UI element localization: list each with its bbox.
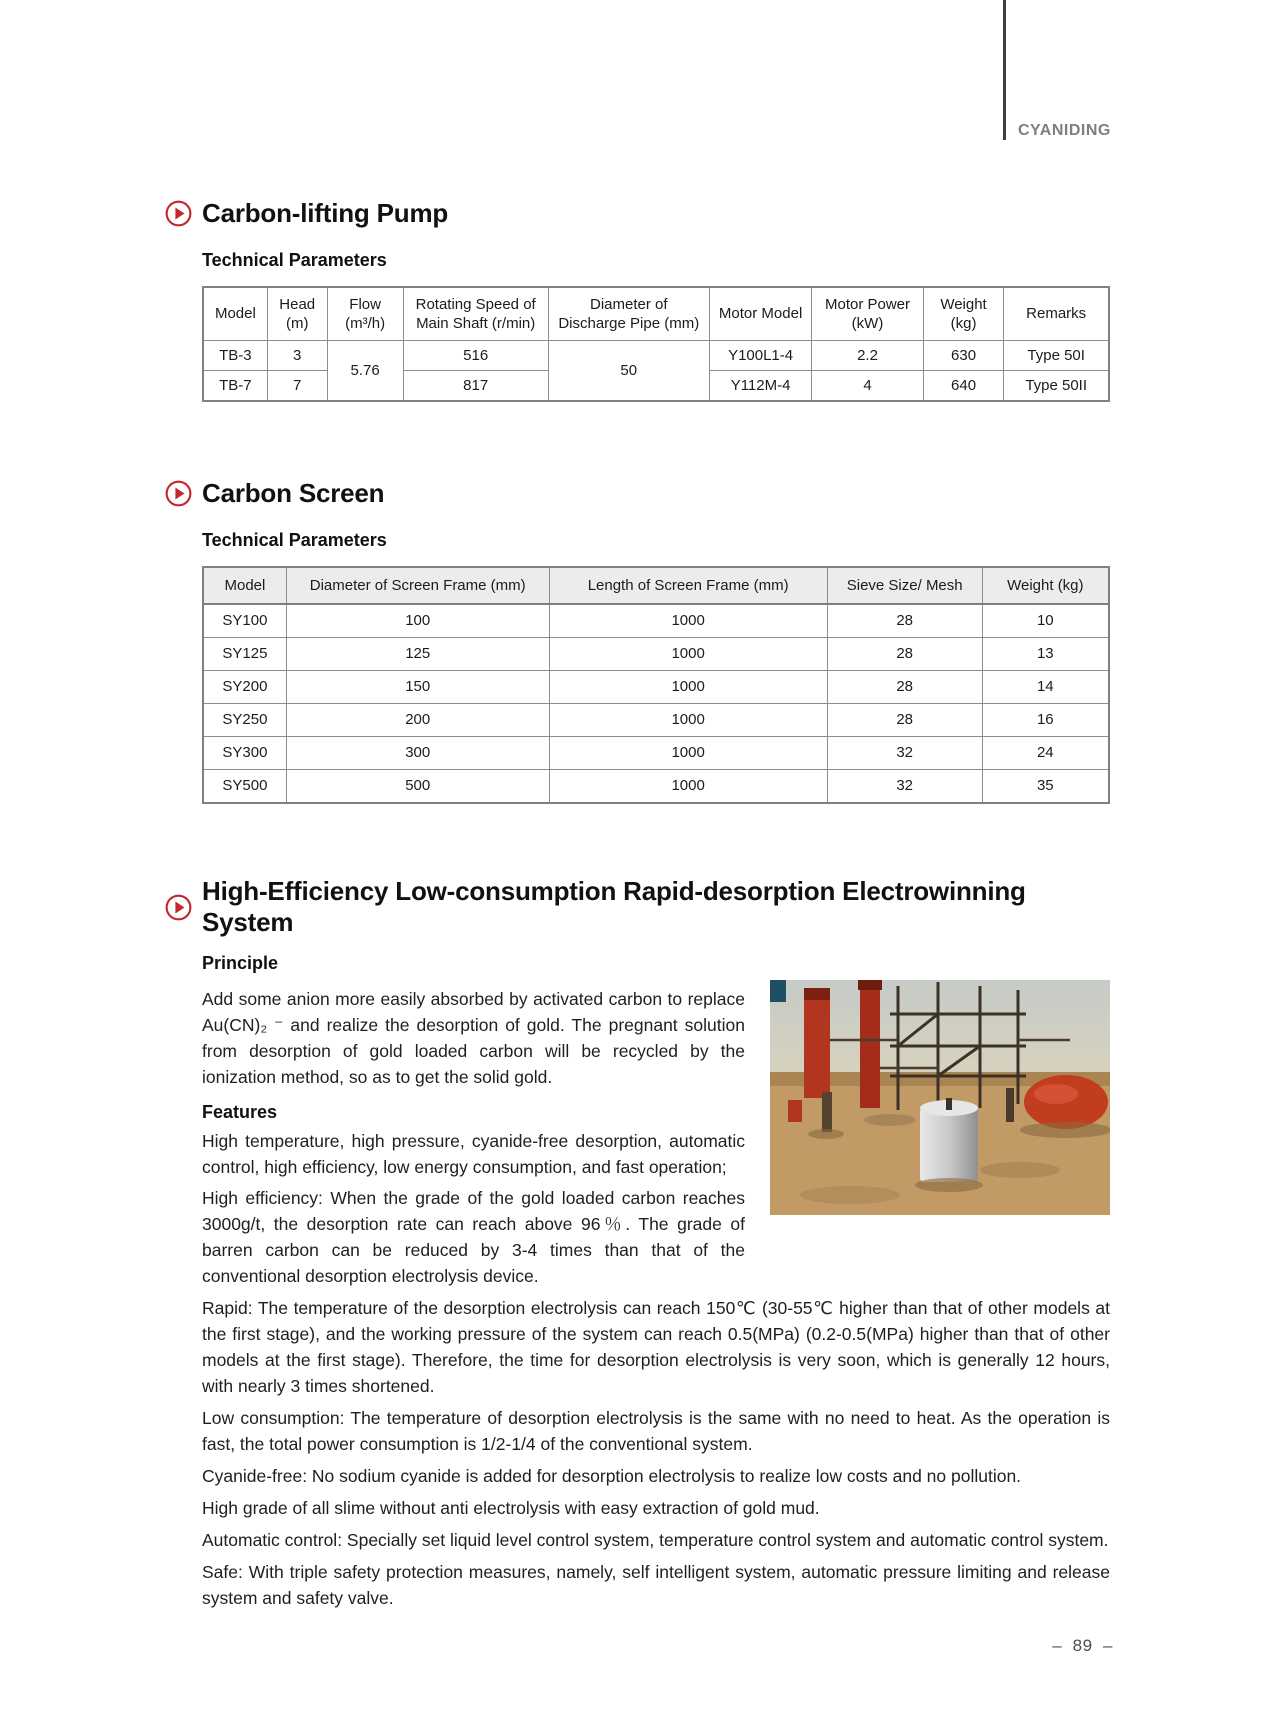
table-row [203,770,1109,804]
column-header: Model [203,287,267,341]
table-cell: 35 [982,770,1109,804]
table-cell: 10 [982,604,1109,638]
table-cell: SY250 [203,704,286,737]
table-cell: SY300 [203,737,286,770]
column-header: Remarks [1004,287,1109,341]
table-cell: 1000 [549,638,827,671]
feature-rapid-paragraph: Rapid: The temperature of the desorption electrolysis can reach 150℃ (30-55℃ higher than that of other models at the first stage), and the working pressure of the system can reach 0.5(MPa) (0.2-0.5(MPa) higher than that of other models at the first stage). Therefore, the time for desorption electrolysis is very soon, which is generally 12 hours, with nearly 3 times shortened. [202,1298,1110,1396]
table-cell: 500 [286,770,549,804]
table-cell: SY125 [203,638,286,671]
feature-low-consumption-paragraph: Low consumption: The temperature of desorption electrolysis is the same with no need to heat. As the operation is fast, the total power consumption is 1/2-1/4 of the conventional system. [202,1408,1110,1454]
table-cell: 5.76 [327,341,403,402]
section-carbon-screen [202,478,1110,804]
table-cell: 50 [548,341,709,402]
table-cell: SY100 [203,604,286,638]
column-header: Flow (m³/h) [327,287,403,341]
feature-high-grade-paragraph: High grade of all slime without anti electrolysis with easy extraction of gold mud. [202,1498,820,1518]
column-header: Rotating Speed of Main Shaft (r/min) [403,287,548,341]
page-title: Carbon-lifting Pump [202,198,449,228]
page-title: High-Efficiency Low-consumption Rapid-desorption Electrowinning System [202,876,1026,937]
column-header: Weight (kg) [982,567,1109,604]
table-cell: Y100L1-4 [709,341,811,371]
technical-parameters-heading: Technical Parameters [202,250,387,270]
features-paragraph: High efficiency: When the grade of the gold loaded carbon reaches 3000g/t, the desorption rate can reach above 96％. The grade of barren carbon can be reduced by 3-4 times than that of the conventional desorption electrolysis device. [202,1188,745,1286]
table-cell: 2.2 [812,341,923,371]
table-cell: 28 [827,671,982,704]
table-cell: 1000 [549,671,827,704]
table-cell: 200 [286,704,549,737]
column-header: Diameter of Screen Frame (mm) [286,567,549,604]
table-row [203,671,1109,704]
table-cell: SY200 [203,671,286,704]
screen-parameters-table [202,566,1110,804]
table-cell: 1000 [549,770,827,804]
table-cell: 300 [286,737,549,770]
section-heading [165,478,1110,509]
feature-automatic-control-paragraph: Automatic control: Specially set liquid level control system, temperature control system and automatic control system. [202,1530,1109,1550]
table-cell: Y112M-4 [709,371,811,402]
table-cell: 516 [403,341,548,371]
table-cell: 28 [827,704,982,737]
play-circle-icon [165,200,192,227]
table-cell: TB-7 [203,371,267,402]
table-cell: 1000 [549,704,827,737]
table-row [203,704,1109,737]
table-cell: TB-3 [203,341,267,371]
table-row [203,604,1109,638]
table-cell: 14 [982,671,1109,704]
table-row [203,638,1109,671]
principle-paragraph: Add some anion more easily absorbed by activated carbon to replace Au(CN)₂ ⁻ and realize the desorption of gold. The pregnant solution from desorption of gold loaded carbon will be recycled by the ionization method, so as to get the solid gold. [202,989,745,1087]
features-full-width [202,1295,1110,1611]
table-cell: 3 [267,341,327,371]
table-cell: 32 [827,737,982,770]
features-paragraph: High temperature, high pressure, cyanide-free desorption, automatic control, high efficiency, low energy consumption, and fast operation; [202,1131,745,1177]
section-heading [165,198,1110,229]
principle-features-layout [202,980,1110,1289]
section-heading [165,876,1110,938]
column-header: Weight (kg) [923,287,1004,341]
table-cell: 13 [982,638,1109,671]
section-carbon-lifting-pump [202,198,1110,402]
table-cell: 125 [286,638,549,671]
table-cell: 28 [827,638,982,671]
table-cell: 817 [403,371,548,402]
page-title: Carbon Screen [202,478,385,508]
table-row [203,737,1109,770]
table-cell: 630 [923,341,1004,371]
column-header: Motor Model [709,287,811,341]
page-number: – 89 – [1052,1636,1113,1655]
table-row [203,341,1109,371]
table-cell: 28 [827,604,982,638]
table-cell: Type 50I [1004,341,1109,371]
principle-heading: Principle [202,953,279,973]
column-header: Model [203,567,286,604]
table-cell: Type 50II [1004,371,1109,402]
running-header: CYANIDING [1018,122,1111,139]
text-column [202,980,745,1289]
column-header: Length of Screen Frame (mm) [549,567,827,604]
desorption-plant-photo [770,980,1110,1215]
table-cell: 1000 [549,737,827,770]
table-cell: 16 [982,704,1109,737]
column-header: Motor Power (kW) [812,287,923,341]
play-circle-icon [165,894,192,921]
feature-safe-paragraph: Safe: With triple safety protection measures, namely, self intelligent system, automatic pressure limiting and release system and safety valve. [202,1562,1110,1608]
table-cell: 100 [286,604,549,638]
table-cell: 4 [812,371,923,402]
table-header-row [203,567,1109,604]
table-cell: 32 [827,770,982,804]
table-cell: 24 [982,737,1109,770]
section-electrowinning-system [202,876,1110,1611]
play-circle-icon [165,480,192,507]
column-header: Diameter of Discharge Pipe (mm) [548,287,709,341]
table-cell: 150 [286,671,549,704]
page-content [202,0,1110,1611]
table-cell: 7 [267,371,327,402]
table-header-row [203,287,1109,341]
feature-cyanide-free-paragraph: Cyanide-free: No sodium cyanide is added for desorption electrolysis to realize low costs and no pollution. [202,1466,1022,1486]
features-heading: Features [202,1102,278,1122]
pump-parameters-table [202,286,1110,402]
table-cell: SY500 [203,770,286,804]
column-header: Sieve Size/ Mesh [827,567,982,604]
table-cell: 640 [923,371,1004,402]
table-cell: 1000 [549,604,827,638]
column-header: Head (m) [267,287,327,341]
technical-parameters-heading: Technical Parameters [202,530,387,550]
